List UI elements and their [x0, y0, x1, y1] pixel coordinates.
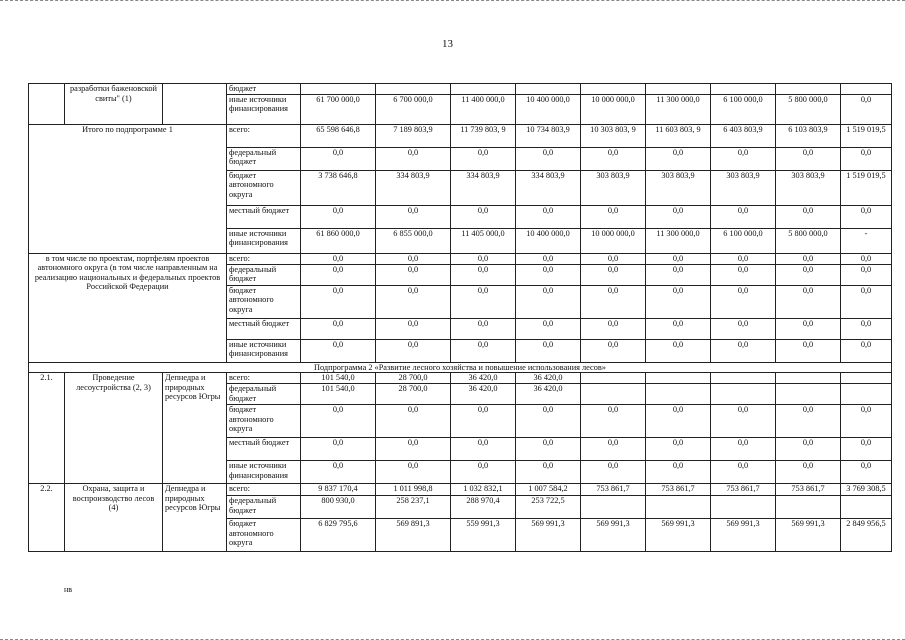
value-cell: 334 803,9 [516, 170, 581, 205]
value-cell: 0,0 [581, 405, 646, 438]
value-cell: 0,0 [376, 147, 451, 170]
funding-source-cell: всего: [227, 373, 301, 384]
value-cell: 7 189 803,9 [376, 124, 451, 147]
value-cell [776, 384, 841, 405]
funding-source-cell: бюджет автономного округа [227, 405, 301, 438]
value-cell: 0,0 [711, 253, 776, 264]
table-row [29, 362, 892, 373]
value-cell: 569 891,3 [376, 519, 451, 552]
value-cell: 800 930,0 [301, 496, 376, 519]
value-cell: 5 800 000,0 [776, 94, 841, 124]
value-cell: 1 519 019,5 [841, 124, 892, 147]
value-cell: 753 861,7 [646, 484, 711, 496]
value-cell: 0,0 [776, 339, 841, 362]
value-cell: 0,0 [581, 264, 646, 285]
value-cell: 303 803,9 [776, 170, 841, 205]
value-cell: 11 300 000,0 [646, 228, 711, 253]
value-cell: 0,0 [451, 147, 516, 170]
value-cell: 0,0 [301, 285, 376, 318]
footer-mark: нв [64, 585, 73, 594]
value-cell: 0,0 [376, 285, 451, 318]
value-cell: 0,0 [646, 461, 711, 484]
value-cell: 6 403 803,9 [711, 124, 776, 147]
value-cell: 0,0 [516, 264, 581, 285]
value-cell: 0,0 [711, 339, 776, 362]
value-cell: 0,0 [581, 339, 646, 362]
funding-source-cell: всего: [227, 124, 301, 147]
value-cell: 0,0 [376, 461, 451, 484]
value-cell: 36 420,0 [516, 373, 581, 384]
value-cell: 0,0 [301, 147, 376, 170]
item-name-cell: Охрана, защита и воспроизводство лесов (4) [65, 484, 163, 552]
executor-cell: Депнедра и природных ресурсов Югры [163, 484, 227, 552]
value-cell: 1 007 584,2 [516, 484, 581, 496]
value-cell: 0,0 [711, 264, 776, 285]
value-cell: 0,0 [376, 318, 451, 339]
value-cell: 569 991,3 [581, 519, 646, 552]
value-cell: 0,0 [646, 264, 711, 285]
value-cell: 11 300 000,0 [646, 94, 711, 124]
funding-source-cell: бюджет [227, 84, 301, 95]
value-cell: 2 849 956,5 [841, 519, 892, 552]
value-cell [646, 496, 711, 519]
value-cell: 0,0 [451, 339, 516, 362]
value-cell: 10 734 803,9 [516, 124, 581, 147]
value-cell: 0,0 [376, 205, 451, 228]
value-cell: 0,0 [451, 264, 516, 285]
value-cell: 0,0 [841, 147, 892, 170]
value-cell: 0,0 [451, 318, 516, 339]
value-cell: 0,0 [841, 438, 892, 461]
funding-source-cell: федеральный бюджет [227, 264, 301, 285]
value-cell: 3 738 646,8 [301, 170, 376, 205]
value-cell: 0,0 [646, 147, 711, 170]
value-cell: 0,0 [301, 339, 376, 362]
value-cell: 0,0 [841, 339, 892, 362]
projects-label: в том числе по проектам, портфелям проектов автономного округа (в том числе направленным на реализацию национальных и федеральных проектов Российской Федерации [29, 253, 227, 362]
funding-source-cell: бюджет автономного округа [227, 285, 301, 318]
value-cell: 0,0 [516, 253, 581, 264]
value-cell: 0,0 [646, 253, 711, 264]
value-cell [711, 84, 776, 95]
value-cell: 3 769 308,5 [841, 484, 892, 496]
value-cell: 0,0 [646, 205, 711, 228]
value-cell: 0,0 [646, 318, 711, 339]
value-cell [776, 373, 841, 384]
value-cell: 61 860 000,0 [301, 228, 376, 253]
budget-table [28, 83, 892, 552]
value-cell: 0,0 [301, 405, 376, 438]
value-cell [646, 84, 711, 95]
value-cell: 0,0 [516, 205, 581, 228]
value-cell [646, 384, 711, 405]
value-cell: 28 700,0 [376, 384, 451, 405]
value-cell [376, 84, 451, 95]
value-cell [451, 84, 516, 95]
executor-cell [163, 84, 227, 125]
value-cell: 0,0 [516, 405, 581, 438]
value-cell: 11 405 000,0 [451, 228, 516, 253]
funding-source-cell: местный бюджет [227, 438, 301, 461]
item-name-cell: Проведение лесоустройства (2, 3) [65, 373, 163, 484]
value-cell: 6 103 803,9 [776, 124, 841, 147]
funding-source-cell: всего: [227, 484, 301, 496]
value-cell: 6 100 000,0 [711, 94, 776, 124]
value-cell: - [841, 228, 892, 253]
value-cell: 303 803,9 [711, 170, 776, 205]
item-number-cell: 2.2. [29, 484, 65, 552]
value-cell: 0,0 [301, 438, 376, 461]
value-cell: 0,0 [646, 285, 711, 318]
value-cell: 0,0 [516, 461, 581, 484]
value-cell: 303 803,9 [581, 170, 646, 205]
value-cell: 5 800 000,0 [776, 228, 841, 253]
value-cell: 0,0 [776, 264, 841, 285]
value-cell: 36 420,0 [516, 384, 581, 405]
value-cell: 0,0 [711, 205, 776, 228]
table-row [29, 84, 892, 95]
value-cell: 0,0 [776, 147, 841, 170]
funding-source-cell: бюджет автономного округа [227, 519, 301, 552]
item-number-cell [29, 84, 65, 125]
value-cell [581, 496, 646, 519]
funding-source-cell: федеральный бюджет [227, 147, 301, 170]
value-cell: 258 237,1 [376, 496, 451, 519]
value-cell: 11 603 803, 9 [646, 124, 711, 147]
value-cell: 334 803,9 [376, 170, 451, 205]
value-cell: 253 722,5 [516, 496, 581, 519]
value-cell: 0,0 [451, 285, 516, 318]
value-cell [841, 496, 892, 519]
value-cell: 0,0 [451, 253, 516, 264]
value-cell [581, 84, 646, 95]
value-cell: 0,0 [376, 339, 451, 362]
value-cell: 0,0 [776, 438, 841, 461]
value-cell: 0,0 [581, 438, 646, 461]
value-cell: 569 991,3 [646, 519, 711, 552]
value-cell [516, 84, 581, 95]
funding-source-cell: местный бюджет [227, 318, 301, 339]
value-cell [711, 496, 776, 519]
subprogram-total-label: Итого по подпрограмме 1 [29, 124, 227, 253]
value-cell: 0,0 [776, 461, 841, 484]
executor-cell: Депнедра и природных ресурсов Югры [163, 373, 227, 484]
value-cell [711, 373, 776, 384]
value-cell: 1 011 998,8 [376, 484, 451, 496]
value-cell: 0,0 [711, 405, 776, 438]
value-cell: 0,0 [841, 405, 892, 438]
value-cell: 1 519 019,5 [841, 170, 892, 205]
value-cell: 559 991,3 [451, 519, 516, 552]
value-cell: 0,0 [451, 405, 516, 438]
table-row [29, 253, 892, 264]
value-cell: 0,0 [711, 461, 776, 484]
value-cell: 0,0 [711, 147, 776, 170]
value-cell: 569 991,3 [711, 519, 776, 552]
funding-source-cell: федеральный бюджет [227, 496, 301, 519]
value-cell: 0,0 [301, 461, 376, 484]
value-cell: 0,0 [776, 205, 841, 228]
item-name-cell: разработки баженовской свиты" (1) [65, 84, 163, 125]
value-cell: 0,0 [581, 253, 646, 264]
value-cell: 0,0 [841, 205, 892, 228]
funding-source-cell: иные источники финансирования [227, 94, 301, 124]
value-cell: 0,0 [776, 318, 841, 339]
value-cell [776, 84, 841, 95]
value-cell: 288 970,4 [451, 496, 516, 519]
value-cell: 753 861,7 [711, 484, 776, 496]
value-cell: 0,0 [376, 253, 451, 264]
value-cell: 0,0 [776, 285, 841, 318]
value-cell: 0,0 [516, 339, 581, 362]
value-cell: 0,0 [581, 285, 646, 318]
value-cell: 6 700 000,0 [376, 94, 451, 124]
page-number: 13 [442, 38, 453, 50]
funding-source-cell: бюджет автономного округа [227, 170, 301, 205]
value-cell: 10 000 000,0 [581, 228, 646, 253]
value-cell: 0,0 [516, 147, 581, 170]
value-cell: 0,0 [376, 405, 451, 438]
funding-source-cell: местный бюджет [227, 205, 301, 228]
value-cell: 0,0 [646, 438, 711, 461]
value-cell: 0,0 [841, 264, 892, 285]
table-row [29, 484, 892, 496]
funding-source-cell: всего: [227, 253, 301, 264]
value-cell: 10 400 000,0 [516, 228, 581, 253]
value-cell: 11 400 000,0 [451, 94, 516, 124]
value-cell: 753 861,7 [776, 484, 841, 496]
value-cell: 0,0 [776, 405, 841, 438]
value-cell: 0,0 [646, 339, 711, 362]
value-cell [581, 373, 646, 384]
value-cell: 303 803,9 [646, 170, 711, 205]
value-cell: 0,0 [841, 285, 892, 318]
funding-source-cell: иные источники финансирования [227, 228, 301, 253]
value-cell: 569 991,3 [776, 519, 841, 552]
value-cell: 10 303 803, 9 [581, 124, 646, 147]
value-cell: 0,0 [451, 438, 516, 461]
value-cell: 0,0 [711, 438, 776, 461]
scan-edge-top [0, 0, 905, 7]
value-cell: 36 420,0 [451, 384, 516, 405]
funding-source-cell: федеральный бюджет [227, 384, 301, 405]
value-cell: 6 100 000,0 [711, 228, 776, 253]
value-cell: 0,0 [301, 318, 376, 339]
value-cell: 0,0 [516, 318, 581, 339]
value-cell [581, 384, 646, 405]
value-cell: 0,0 [711, 318, 776, 339]
value-cell [841, 384, 892, 405]
value-cell: 65 598 646,8 [301, 124, 376, 147]
value-cell: 0,0 [516, 438, 581, 461]
value-cell: 0,0 [841, 461, 892, 484]
value-cell: 0,0 [581, 147, 646, 170]
value-cell: 0,0 [301, 205, 376, 228]
value-cell [841, 84, 892, 95]
value-cell: 0,0 [776, 253, 841, 264]
value-cell: 61 700 000,0 [301, 94, 376, 124]
subprogram-2-title: Подпрограмма 2 «Развитие лесного хозяйства и повышение использования лесов» [29, 362, 892, 373]
value-cell [841, 373, 892, 384]
value-cell: 569 991,3 [516, 519, 581, 552]
value-cell [646, 373, 711, 384]
value-cell [711, 384, 776, 405]
funding-source-cell: иные источники финансирования [227, 339, 301, 362]
scan-edge-bottom [0, 633, 905, 640]
value-cell: 101 540,0 [301, 384, 376, 405]
value-cell: 9 837 170,4 [301, 484, 376, 496]
value-cell: 0,0 [451, 205, 516, 228]
value-cell: 0,0 [841, 253, 892, 264]
funding-source-cell: иные источники финансирования [227, 461, 301, 484]
value-cell: 0,0 [301, 253, 376, 264]
value-cell: 6 829 795,6 [301, 519, 376, 552]
value-cell: 10 400 000,0 [516, 94, 581, 124]
value-cell: 101 540,0 [301, 373, 376, 384]
value-cell: 0,0 [581, 205, 646, 228]
table-row [29, 124, 892, 147]
value-cell: 334 803,9 [451, 170, 516, 205]
value-cell: 0,0 [376, 264, 451, 285]
item-number-cell: 2.1. [29, 373, 65, 484]
value-cell: 0,0 [841, 94, 892, 124]
table-row [29, 373, 892, 384]
value-cell: 0,0 [451, 461, 516, 484]
value-cell: 36 420,0 [451, 373, 516, 384]
value-cell: 11 739 803, 9 [451, 124, 516, 147]
value-cell [776, 496, 841, 519]
value-cell: 0,0 [581, 318, 646, 339]
value-cell: 0,0 [841, 318, 892, 339]
value-cell: 0,0 [376, 438, 451, 461]
value-cell: 0,0 [646, 405, 711, 438]
value-cell: 0,0 [516, 285, 581, 318]
value-cell [301, 84, 376, 95]
value-cell: 28 700,0 [376, 373, 451, 384]
value-cell: 1 032 832,1 [451, 484, 516, 496]
value-cell: 0,0 [301, 264, 376, 285]
value-cell: 753 861,7 [581, 484, 646, 496]
value-cell: 0,0 [711, 285, 776, 318]
value-cell: 10 000 000,0 [581, 94, 646, 124]
value-cell: 6 855 000,0 [376, 228, 451, 253]
value-cell: 0,0 [581, 461, 646, 484]
